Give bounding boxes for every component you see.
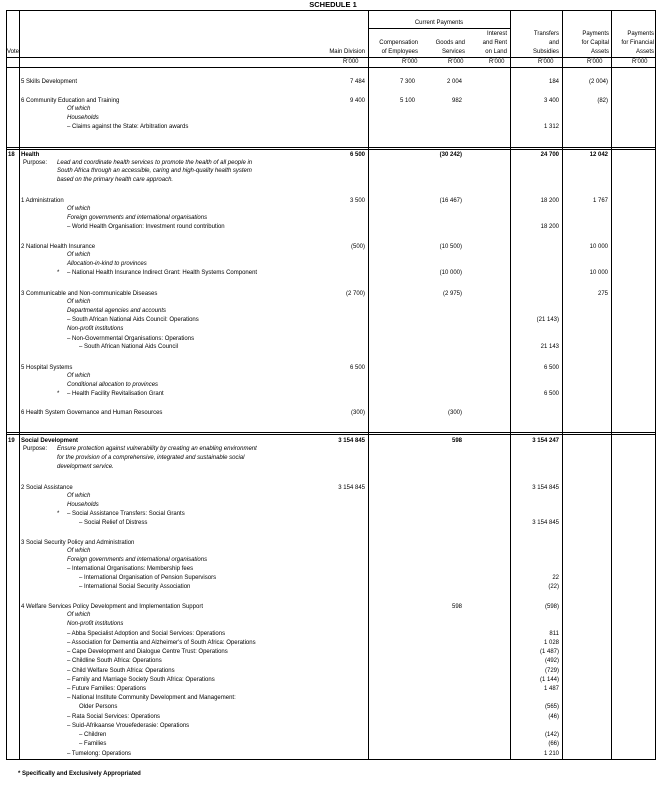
cell-goods: 2 004 [446,79,462,85]
row-label: Purpose: [23,160,48,166]
cell-trans: (729) [544,668,559,674]
cell-trans: (1 144) [539,677,559,683]
cell-cap: 275 [597,291,608,297]
row-label: Social Development [21,438,79,444]
row-label: 3 Social Security Policy and Administration [21,540,135,546]
cell-main: 3 154 845 [338,485,365,491]
row-label: – Cape Development and Dialogue Centre Trust: Operations [67,649,228,655]
row-label: Of which [67,206,91,212]
vote-separator [7,147,655,150]
row-label: Households [67,115,99,121]
row-label: Of which [67,548,91,554]
transfers-header-1: Transfers [533,31,559,37]
cell-main: (2 700) [345,291,365,297]
cell-goods: (2 975) [442,291,462,297]
cell-main: 3 500 [349,198,365,204]
row-label: – International Organisation of Pension Supervisors [79,575,217,581]
transfers-header-2: and [548,40,559,46]
cell-main: (300) [350,410,365,416]
cell-trans: 1 312 [543,124,559,130]
capital-header-2: for Capital [581,40,609,46]
cell-main: 6 500 [349,365,365,371]
row-label: Ensure protection against vulnerability by creating an enabling environment [57,446,257,452]
footnote: * Specifically and Exclusively Appropriated [18,771,141,777]
header-rule [7,57,655,58]
cell-goods: (300) [447,410,462,416]
cell-trans: (598) [544,604,559,610]
row-label: Of which [67,106,91,112]
row-label: – Social Relief of Distress [79,520,148,526]
cell-trans: 18 200 [540,198,559,204]
col-line [611,11,612,759]
vote-separator [7,432,655,435]
cell-trans: (1 487) [539,649,559,655]
cell-trans: (565) [544,704,559,710]
row-label: – International Organisations: Membership fees [67,566,194,572]
unit-label: R'000 [489,59,505,65]
current-payments-header: Current Payments [414,20,464,26]
cell-trans: 1 487 [543,686,559,692]
cell-trans: (21 143) [536,317,559,323]
cell-cap: 1 767 [592,198,608,204]
cell-goods: 982 [451,98,462,104]
row-label: Older Persons [79,704,118,710]
cell-trans: 1 028 [543,640,559,646]
row-label: – Tumelong: Operations [67,751,132,757]
col-line [368,11,369,759]
schedule-table [6,10,656,760]
cell-goods: (10 500) [439,244,462,250]
row-label: Of which [67,612,91,618]
cell-trans: 21 143 [540,344,559,350]
row-label: Allocation-in-kind to provinces [67,261,147,267]
appropriation-marker: * [57,270,60,276]
vote-header: Vote [7,49,20,55]
financial-header-3: Assets [635,49,654,55]
vote-number: 19 [8,438,15,444]
unit-label: R'000 [448,59,464,65]
cell-trans: (46) [548,714,559,720]
capital-header-1: Payments [582,31,609,37]
row-label: 2 National Health Insurance [21,244,96,250]
row-label: – Future Families: Operations [67,686,147,692]
row-label: Of which [67,493,91,499]
cell-main: (500) [350,244,365,250]
cell-cap: 12 042 [589,152,608,158]
row-label: Foreign governments and international organisations [67,557,208,563]
row-label: – Family and Marriage Society South Africa: Operations [67,677,215,683]
row-label: – Health Facility Revitalisation Grant [67,391,164,397]
appropriation-marker: * [57,511,60,517]
row-label: 5 Hospital Systems [21,365,73,371]
cell-trans: 3 154 845 [532,485,559,491]
row-label: 6 Health System Governance and Human Resources [21,410,163,416]
row-label: Households [67,502,99,508]
interest-header-1: Interest [486,31,507,37]
row-label: – Children [79,732,107,738]
cell-comp: 7 300 [399,79,415,85]
cell-cap: (82) [597,98,608,104]
row-label: 3 Communicable and Non-communicable Diseases [21,291,158,297]
cell-trans: 22 [552,575,559,581]
row-label: Purpose: [23,446,48,452]
unit-label: R'000 [538,59,554,65]
cell-main: 6 500 [349,152,365,158]
cell-cap: 10 000 [589,270,608,276]
row-label: – Abba Specialist Adoption and Social Services: Operations [67,631,226,637]
comp-header-2: of Employees [381,49,418,55]
row-label: – National Health Insurance Indirect Grant: Health Systems Component [67,270,258,276]
unit-label: R'000 [402,59,418,65]
row-label: – Association for Dementia and Alzheimer's of South Africa: Operations [67,640,256,646]
row-label: Foreign governments and international organisations [67,215,208,221]
row-label: – National Institute Community Development and Management: [67,695,236,701]
cell-goods: 598 [451,604,462,610]
row-label: South Africa through an accessible, caring and high-quality health system [57,168,252,174]
cell-main: 7 484 [349,79,365,85]
row-label: Non-profit institutions [67,326,124,332]
row-label: for the provision of a comprehensive, integrated and sustainable social [57,455,245,461]
unit-rule [7,67,655,68]
row-label: 2 Social Assistance [21,485,73,491]
cell-main: 3 154 845 [338,438,365,444]
cell-trans: 3 400 [543,98,559,104]
vote-number: 18 [8,152,15,158]
cell-trans: 6 500 [543,391,559,397]
cell-trans: 3 154 845 [532,520,559,526]
goods-header-1: Goods and [435,40,465,46]
capital-header-3: Assets [590,49,609,55]
cell-trans: 18 200 [540,224,559,230]
row-label: – Suid-Afrikaanse Vrouefederasie: Operations [67,723,190,729]
row-label: – Families [79,741,107,747]
row-label: – Rata Social Services: Operations [67,714,161,720]
financial-header-1: Payments [627,31,654,37]
page-title: SCHEDULE 1 [309,0,357,9]
row-label: Conditional allocation to provinces [67,382,159,388]
row-label: Of which [67,299,91,305]
row-label: Lead and coordinate health services to promote the health of all people in [57,160,253,166]
row-label: 1 Administration [21,198,64,204]
row-label: Non-profit institutions [67,621,124,627]
row-label: 5 Skills Development [21,79,78,85]
row-label: – World Health Organisation: Investment round contribution [67,224,225,230]
cell-trans: 6 500 [543,365,559,371]
row-label: – Social Assistance Transfers: Social Grants [67,511,185,517]
row-label: – International Social Security Association [79,584,191,590]
unit-label: R'000 [343,59,359,65]
interest-header-3: on Land [485,49,507,55]
cell-goods: (16 467) [439,198,462,204]
cell-trans: 1 210 [543,751,559,757]
row-label: Of which [67,252,91,258]
cell-trans: 3 154 247 [532,438,559,444]
header-divider [368,28,510,29]
row-label: Departmental agencies and accounts [67,308,167,314]
cell-goods: (30 242) [439,152,462,158]
row-label: Of which [67,373,91,379]
row-label: 4 Welfare Services Policy Development and Implementation Support [21,604,203,610]
cell-main: 9 400 [349,98,365,104]
cell-cap: (2 004) [588,79,608,85]
transfers-header-3: Subsidies [532,49,559,55]
comp-header-1: Compensation [379,40,418,46]
financial-header-2: for Financial [621,40,654,46]
cell-trans: 811 [549,631,559,637]
col-line [562,11,563,759]
cell-cap: 10 000 [589,244,608,250]
main-division-header: Main Division [329,49,365,55]
row-label: – Claims against the State: Arbitration awards [67,124,189,130]
appropriation-marker: * [57,391,60,397]
cell-trans: (22) [548,584,559,590]
unit-label: R'000 [632,59,648,65]
cell-trans: 184 [548,79,559,85]
row-label: – Childline South Africa: Operations [67,658,162,664]
cell-comp: 5 100 [399,98,415,104]
cell-trans: (66) [548,741,559,747]
row-label: – South African National Aids Council [79,344,179,350]
interest-header-2: and Rent [482,40,507,46]
cell-goods: 598 [451,438,462,444]
col-line [19,11,20,759]
row-label: based on the primary health care approach. [57,177,174,183]
cell-trans: (492) [544,658,559,664]
row-label: – Child Welfare South Africa: Operations [67,668,175,674]
cell-trans: (142) [544,732,559,738]
row-label: – Non-Governmental Organisations: Operations [67,336,195,342]
row-label: 6 Community Education and Training [21,98,120,104]
row-label: development service. [57,464,114,470]
unit-label: R'000 [587,59,603,65]
cell-goods: (10 000) [439,270,462,276]
row-label: – South African National Aids Council: Operations [67,317,199,323]
row-label: Health [21,152,40,158]
cell-trans: 24 700 [540,152,559,158]
goods-header-2: Services [441,49,465,55]
